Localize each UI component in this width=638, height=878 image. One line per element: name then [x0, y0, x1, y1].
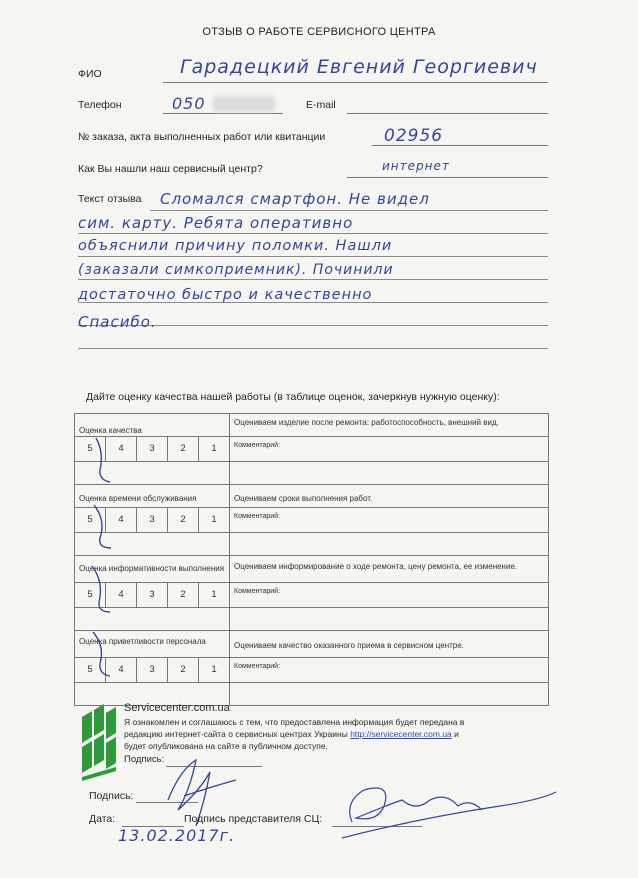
comment-label: Комментарий:: [230, 583, 549, 608]
score-option[interactable]: 2: [168, 437, 199, 461]
phone-label: Телефон: [78, 99, 122, 111]
criterion-description: Оцениваем изделие после ремонта: работоспособность, внешний вид.: [230, 414, 549, 437]
score-option[interactable]: 1: [211, 589, 217, 600]
criterion-name: Оценка информативности выполнения: [75, 556, 230, 583]
signature-label-bottom: Подпись:: [89, 790, 134, 802]
criterion-description: Оцениваем качество оказанного приема в сервисном центре.: [230, 631, 549, 658]
consent-text-2-end: и: [451, 729, 459, 739]
criterion-name: Оценка приветливости персонала: [75, 631, 230, 658]
consent-text-1: Я ознакомлен и соглашаюсь с тем, что предоставлена информация будет передана в: [124, 717, 465, 727]
score-option[interactable]: 5: [75, 508, 106, 532]
criterion-name: Оценка времени обслуживания: [75, 485, 230, 508]
source-label: Как Вы нашли наш сервисный центр?: [78, 163, 263, 175]
criterion-description: Оцениваем информирование о ходе ремонта, цену ремонта, ее изменение.: [230, 556, 549, 583]
comment-label: Комментарий:: [230, 658, 549, 683]
consent-text-3: будет опубликована на сайте в публичном доступе.: [124, 741, 328, 751]
review-label: Текст отзыва: [78, 193, 142, 205]
score-option[interactable]: 4: [106, 508, 137, 532]
score-option[interactable]: 2: [168, 658, 199, 682]
fio-value: Гарадецкий Евгений Георгиевич: [180, 56, 538, 78]
score-option[interactable]: 3: [137, 583, 168, 607]
score-option[interactable]: 2: [168, 508, 199, 532]
order-label: № заказа, акта выполненных работ или квитанции: [78, 131, 326, 143]
score-option[interactable]: 5: [75, 583, 106, 607]
review-text-line: (заказали симкоприемник). Починили: [78, 262, 394, 278]
site-name: Servicecenter.com.ua: [124, 702, 230, 714]
score-option[interactable]: 2: [168, 583, 199, 607]
source-value: интернет: [382, 159, 450, 173]
signature-label-top: Подпись:: [124, 754, 165, 765]
customer-signature: [168, 760, 236, 826]
representative-signature: [342, 788, 556, 838]
rating-heading: Дайте оценку качества нашей работы (в таблице оценок, зачеркнув нужную оценку):: [86, 391, 500, 403]
criterion-description: Оцениваем сроки выполнения работ.: [230, 485, 549, 508]
comment-label: Комментарий:: [230, 508, 549, 533]
score-option[interactable]: 5: [75, 437, 106, 461]
comment-label: Комментарий:: [230, 437, 549, 462]
consent-text-2-main: редакцию интернет-сайта о сервисных центрах Украины: [124, 729, 348, 739]
score-option[interactable]: 3: [137, 658, 168, 682]
consent-link[interactable]: http://servicecenter.com.ua: [350, 729, 452, 739]
date-value: 13.02.2017г.: [118, 826, 236, 845]
review-text-line: сим. карту. Ребята оперативно: [78, 214, 354, 232]
review-text-line: объяснили причину поломки. Нашли: [78, 238, 393, 254]
score-option[interactable]: 1: [211, 514, 217, 525]
rep-signature-label: Подпись представителя СЦ:: [184, 813, 323, 825]
score-option[interactable]: 3: [137, 437, 168, 461]
email-label: E-mail: [306, 99, 336, 111]
score-option[interactable]: 4: [106, 658, 137, 682]
criterion-name: Оценка качества: [75, 414, 230, 437]
score-option[interactable]: 4: [106, 583, 137, 607]
score-option[interactable]: 4: [106, 437, 137, 461]
phone-value: 050: [172, 94, 206, 113]
score-option[interactable]: 5: [75, 658, 106, 682]
review-text-line: достаточно быстро и качественно: [78, 287, 373, 303]
date-label: Дата:: [89, 813, 116, 825]
score-option[interactable]: 3: [137, 508, 168, 532]
score-option[interactable]: 1: [211, 664, 217, 675]
review-text-line: Сломался смартфон. Не видел: [160, 190, 430, 208]
order-value: 02956: [384, 126, 444, 146]
form-title: ОТЗЫВ О РАБОТЕ СЕРВИСНОГО ЦЕНТРА: [202, 26, 436, 38]
fio-label: ФИО: [78, 68, 102, 80]
review-text-line: Спасибо.: [78, 313, 157, 331]
score-option[interactable]: 1: [211, 443, 217, 454]
